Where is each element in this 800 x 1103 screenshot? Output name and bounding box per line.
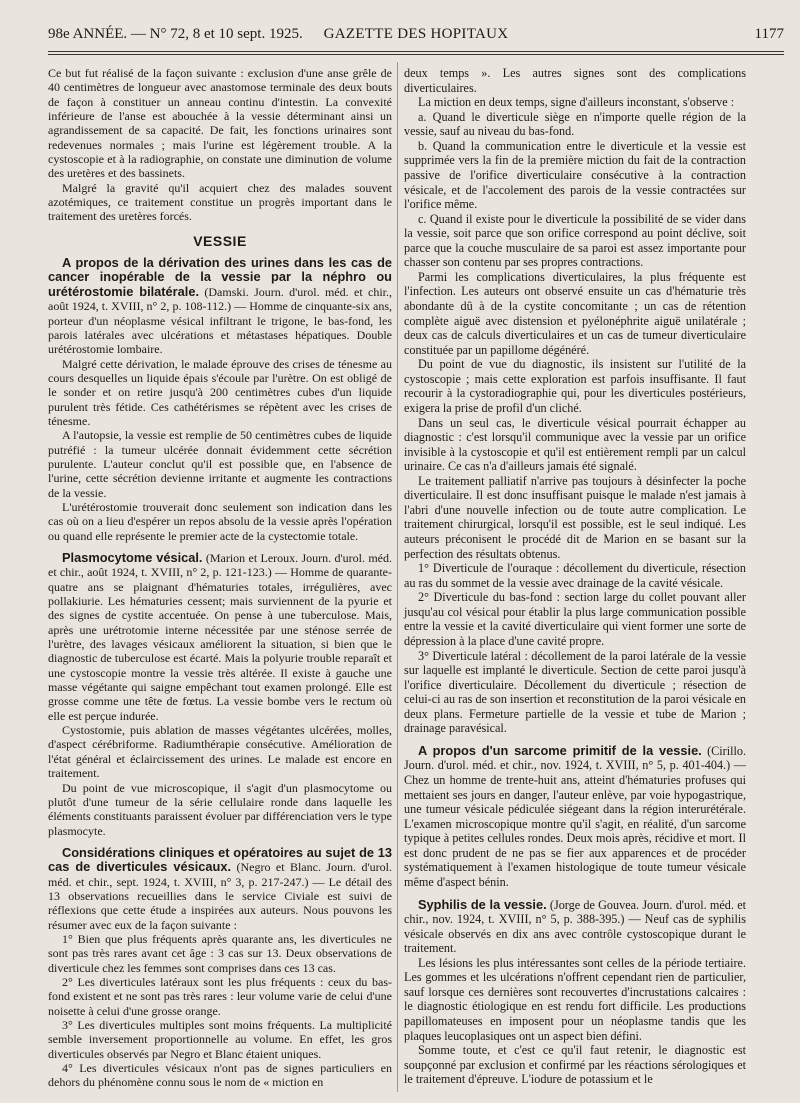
paragraph: 1° Bien que plus fréquents après quarante ans, les diverticules ne sont pas très rares avant cet âge : 3 cas sur 13. Deux observations de diverticule chez les femmes sont comprises dans ces 13 cas.	[48, 931, 392, 975]
paragraph: 3° Les diverticules multiples sont moins fréquents. La multiplicité semble inversement proportionnelle au volume. En effet, les gros diverticules observés par Negro et Blanc étaient uniques.	[48, 1018, 392, 1061]
article-title: A propos de la dérivation des urines dans les cas de cancer inopérable de la vessie par la néphro ou urétérostomie bilatérale.	[48, 255, 392, 299]
paragraph: Malgré cette dérivation, le malade éprouve des crises de ténesme au cours desquelles un liquide épais s'écoule par l'urètre. On est obligé de le sonder et on retire jusqu'à 200 centimètres cubes d'un liquide purulent très fétide. Ces cathétérismes se répètent avec les crises de ténesme.	[48, 356, 392, 428]
paragraph: 1° Diverticule de l'ouraque : décollement du diverticule, résection au ras du sommet de la vessie avec drainage de la cavité vésicale.	[404, 561, 746, 590]
article-title: Syphilis de la vessie.	[418, 896, 547, 912]
article-title: A propos d'un sarcome primitif de la vessie.	[418, 742, 702, 758]
article-reference: (Negro et Blanc. Journ. d'urol. méd. et chir., sept. 1924, t. XVIII, n° 3, p. 217-247.) — Le détail des 13 observations recueillies dans le service Civiale est suivi de réflexions que cette étude a inspirées aux auteurs. Nous pouvons les résumer avec eux de la façon suivante :	[48, 860, 392, 932]
paragraph: L'urétérostomie trouverait donc seulement son indication dans les cas où on a lieu d'espérer un repos absolu de la vessie après l'opération ou quand elle représente le premier acte de la cystectomie totale.	[48, 499, 392, 543]
paragraph: La miction en deux temps, signe d'ailleurs inconstant, s'observe :	[418, 95, 735, 110]
page-number: 1177	[754, 26, 784, 42]
paragraph: c. Quand il existe pour le diverticule la possibilité de se vider dans la vessie, soit parce que son orifice correspond au point déclive, soit parce que la couche musculaire de sa paroi est assez importante pour chasser son contenu par ses propres contractions.	[404, 211, 746, 270]
article-syphilis	[404, 898, 746, 1087]
paragraph: Du point de vue du diagnostic, ils insistent sur l'utilité de la cystoscopie ; mais cette exploration est parfois insuffisante. Il faut recourir à la cystoradiographie qui, pour les diverticules postérieurs, exigera la prise de profil d'un cliché.	[404, 357, 746, 415]
left-column	[48, 66, 392, 1090]
paragraph: A l'autopsie, la vessie est remplie de 50 centimètres cubes de liquide putréfié : la tumeur ulcérée donnait évidemment cette sécrétion purulente. L'auteur conclut qu'il est possible que, en l'absence de l'urine, cette sécrétion devienne irritante et augmente les contractions de la vessie.	[48, 428, 392, 500]
article-derivation	[48, 256, 392, 543]
paragraph: b. Quand la communication entre le diverticule et la vessie est supprimée vers la fin de la première miction du fait de la contraction passive de l'orifice diverticulaire consécutive à la contraction vésicale, et de l'accolement des parois de la vessie contractées sur l'orifice même.	[404, 138, 746, 212]
journal-title: GAZETTE DES HOPITAUX	[323, 26, 509, 42]
paragraph: Du point de vue microscopique, il s'agit d'un plasmocytome ou plutôt d'une tumeur de la série cellulaire ronde dans laquelle les éléments constituants paraissent évoluer par différenciation vers le type plasmocyte.	[48, 780, 392, 838]
paragraph: 2° Diverticule du bas-fond : section large du collet pouvant aller jusqu'au col vésical pour établir la plus large communication possible entre la vessie et la cavité diverticulaire qui vient former une sorte de dépression à la place d'une cavité propre.	[404, 590, 746, 648]
column-divider	[397, 62, 398, 1092]
article-title: Considérations cliniques et opératoires au sujet de 13 cas de diverticules vésicaux.	[48, 844, 392, 875]
header-rule-bottom	[48, 54, 784, 55]
paragraph: Malgré la gravité qu'il acquiert chez des malades souvent azotémiques, ce traitement constitue un progrès important dans le traitement des uretères forcés.	[48, 180, 392, 224]
paragraph: Parmi les complications diverticulaires, la plus fréquente est l'infection. Les auteurs ont observé ensuite un cas d'hématurie très abondante dû à de la cystite concomitante ; un cas de rétention complète aiguë avec distension et pyélonéphrite aiguë unilatérale ; deux cas de calculs diverticulaires et un cas de tumeur diverticulaire constituée par un papillome dégénéré.	[404, 269, 746, 357]
paragraph: Les lésions les plus intéressantes sont celles de la période tertiaire. Les gommes et les ulcérations n'offrent cependant rien de particulier, sauf lorsque ces dernières sont recouvertes d'incrustations calcaires : le diagnostic étiologique en est rendu fort difficile. Les productions papillomateuses en imposent pour un néoplasme tandis que les plaques leucoplasiques ont un aspect bien défini.	[404, 955, 746, 1043]
right-column	[404, 66, 746, 1087]
article-reference: (Damski. Journ. d'urol. méd. et chir., août 1924, t. XVIII, n° 2, p. 108-112.) — Homme de cinquante-six ans, porteur d'un néoplasme vésical infiltrant le trigone, le bas-fond, les parois latérales avec ulcérations et métastases hépatiques. Double urétérostomie lombaire.	[48, 284, 393, 357]
paragraph: Dans un seul cas, le diverticule vésical pourrait échapper au diagnostic : c'est lorsqu'il communique avec la vessie par un orifice invisible à la cystoscopie et qu'il est entièrement rempli par un calcul urinaire. Ce cas n'a d'ailleurs jamais été signalé.	[404, 415, 746, 474]
paragraph: Ce but fut réalisé de la façon suivante : exclusion d'une anse grêle de 40 centimètres de longueur avec anastomose terminale des deux bouts de façon à constituer un anneau continu d'intestin. La convexité inférieure de l'anse est abouchée à la vessie déterminant ainsi un agrandissement de sa capacité. De fait, les fonctions urinaires sont redevenues normales ; mais l'urine est légèrement trouble. A la cystoscopie et à la radiographie, on constate une diminution de volume des uretères et des bassinets.	[48, 66, 392, 181]
header-rule-top	[48, 51, 784, 52]
paragraph: deux temps ». Les autres signes sont des complications diverticulaires.	[404, 66, 746, 95]
paragraph: a. Quand le diverticule siège en n'importe quelle région de la vessie, sauf au niveau du bas-fond.	[404, 109, 746, 139]
paragraph: Le traitement palliatif n'arrive pas toujours à désinfecter la poche diverticulaire. Il est donc insuffisant puisque le malade n'est jamais à l'abri d'une nouvelle infection ou de toute autre complication. Le traitement chirurgical, lorsqu'il est possible, est le seul indiqué. Les auteurs préconisent le procédé dit de Marion en se basant sur la perfection des résultats obtenus.	[404, 473, 746, 561]
article-reference: (Jorge de Gouvea. Journ. d'urol. méd. et chir., nov. 1924, t. XVIII, n° 5, p. 388-395.) — Neuf cas de syphilis vésicale observés en dix ans avec contrôle cystoscopique durant le traitement.	[404, 897, 746, 956]
paragraph: Somme toute, et c'est ce qu'il faut retenir, le diagnostic est soupçonné par exclusion et confirmé par les réactions sérologiques et le traitement d'épreuve. L'iodure de potassium et le	[404, 1043, 746, 1087]
article-title: Plasmocytome vésical.	[62, 550, 203, 565]
article-sarcome	[404, 744, 746, 890]
article-plasmocytome	[48, 551, 392, 838]
paragraph: 3° Diverticule latéral : décollement de la paroi latérale de la vessie sur laquelle est implanté le diverticule. Section de cette paroi jusqu'à l'orifice diverticulaire. Décollement du diverticule ; résection de celui-ci au ras de son insertion et reconstitution de la paroi vésicale en deux plans. Fermeture partielle de la vessie et tube de Marion ; drainage paravésical.	[404, 648, 746, 736]
page-header	[48, 22, 784, 48]
issue-info: 98e ANNÉE. — N° 72, 8 et 10 sept. 1925.	[48, 26, 303, 42]
paragraph: 2° Les diverticules latéraux sont les plus fréquents : ceux du bas-fond existent et ne sont pas très rares : leur volume varie de celui d'une noisette à celui d'une grosse orange.	[48, 974, 392, 1018]
article-reference: (Cirillo. Journ. d'urol. méd. et chir., nov. 1924, t. XVIII, n° 5, p. 401-404.) — Chez un homme de trente-huit ans, atteint d'hématuries profuses qui mettaient ses jours en danger, l'auteur enlève, par voie hypogastrique, une tumeur vésicale pédiculée siégeant dans la région interurétérale. L'examen microscopique montre qu'il s'agit, en réalité, d'un sarcome typique à petites cellules rondes. Deux mois après, récidive et mort. Il est donc prudent de ne pas se fier aux apparences et de procéder systématiquement à l'examen histologique de toute tumeur vésicale même d'aspect bénin.	[404, 743, 747, 889]
paragraph: 4° Les diverticules vésicaux n'ont pas de signes particuliers en dehors du phénomène connu sous le nom de « miction en	[48, 1061, 392, 1090]
article-reference: (Marion et Leroux. Journ. d'urol. méd. et chir., août 1924, t. XVIII, n° 2, p. 121-123.) — Homme de quarante-quatre ans se plaignant d'hématuries totales, irrégulières, avec pollakiurie. Les hématuries cessent; mais surviennent de la pyurie et des signes de cystite accentuée. On pense à une tuberculose. Mais, après une urétrotomie interne nécessitée par une sténose serrée de l'urètre, des lavages vésicaux améliorent la situation, si bien que le diagnostic de tuberculose est écarté. Mais la polyurie trouble reparaît et une cystoscopie montre la vessie très altérée. Il existe à gauche une masse végétante qui saigne empêchant tout examen prolongé. Elle est grosse comme une tête de fœtus. La vessie bombe vers le rectum où elle est perçue indurée.	[48, 551, 392, 723]
section-title: VESSIE	[193, 232, 247, 249]
article-diverticules	[48, 846, 392, 1090]
paragraph: Cystostomie, puis ablation de masses végétantes ulcérées, molles, d'aspect cérébriforme. Radiumthérapie consécutive. Amélioration de l'état général et éclaircissement des urines. Le malade est encore en traitement.	[48, 723, 392, 781]
